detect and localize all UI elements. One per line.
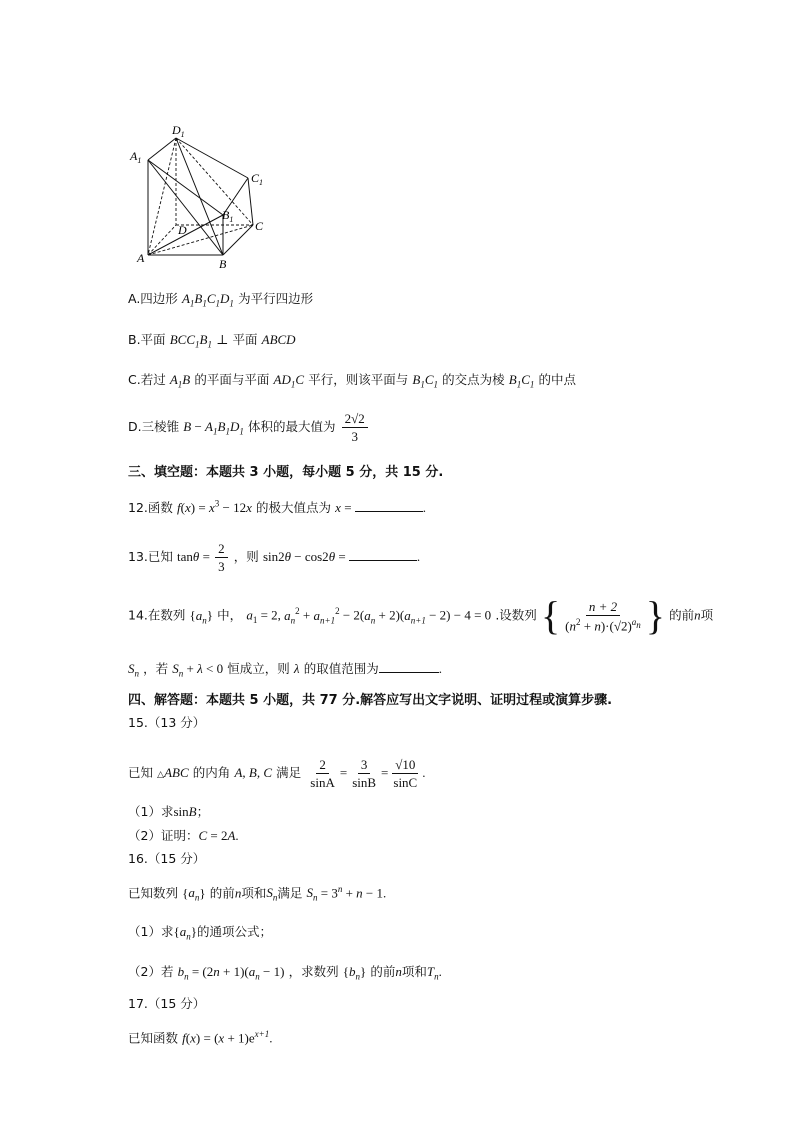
label-a: A — [137, 251, 145, 265]
question-13: 13.已知 tanθ = $\frac{2}{3}$ ，则 sin2θ − cos2θ = . — [128, 541, 421, 574]
label-d: D — [178, 223, 187, 237]
section-3-title: 三、填空题：本题共 3 小题，每小题 5 分，共 15 分. — [128, 465, 444, 480]
edge-a1d1 — [148, 138, 176, 160]
edge-cc1 — [248, 178, 253, 225]
question-15-part2: （2）证明：C = 2A. — [128, 828, 239, 843]
question-15-part1: （1）求sinB； — [128, 804, 210, 819]
label-b1: $B_1$ — [222, 208, 234, 224]
edge-ac — [148, 225, 253, 255]
answer-blank-12 — [355, 499, 423, 512]
question-16-part2: （2）若 $b_n = (2n + 1)(a_n - 1)$ ，求数列 $\{b_n\}$ 的前n项和$T_n$. — [128, 964, 442, 982]
question-16-part1: （1）求$\{a_n\}$的通项公式； — [128, 924, 272, 942]
question-14-line2: $S_n$ ，若 $S_n + \lambda < 0$ 恒成立，则 λ 的取值范围为 . — [128, 661, 442, 679]
label-c: C — [255, 219, 264, 233]
label-c1: $C_1$ — [251, 171, 264, 187]
prism-figure — [128, 120, 278, 270]
question-15-stem: 已知 △ABC 的内角 A, B, C 满足 $\frac{2}{\sin A}$ = $\frac{3}{\sin B}$ = $\frac{√10}{\sin C}$ . — [128, 757, 426, 790]
edge-d1a — [148, 138, 176, 255]
question-16-header: 16.（15 分） — [128, 851, 206, 866]
option-b: B.平面 $BCC_1B_1$ ⊥ 平面 ABCD — [128, 332, 296, 350]
edge-ad — [148, 225, 176, 255]
question-15-header: 15.（13 分） — [128, 715, 206, 730]
edge-d1c1 — [176, 138, 248, 178]
answer-blank-13 — [349, 548, 417, 561]
option-c: C.若过 $A_1B$ 的平面与平面 $AD_1C$ 平行，则该平面与 $B_1C_1$ 的交点为棱 $B_1C_1$ 的中点 — [128, 372, 577, 390]
label-b: B — [219, 257, 227, 270]
question-16-stem: 已知数列 $\{a_n\}$ 的前n项和$S_n$满足 $S_n = 3^n + n - 1$. — [128, 884, 387, 903]
volume-fraction: $\frac{2√2}{3}$ — [342, 412, 368, 443]
question-17-header: 17.（15 分） — [128, 996, 206, 1011]
edge-bc — [223, 225, 253, 255]
label-d1: $D_1$ — [172, 123, 185, 139]
edge-d1b — [176, 138, 223, 255]
answer-blank-14 — [379, 660, 439, 673]
question-12: 12.函数 $f(x) = x^3 - 12x$ 的极大值点为 x = . — [128, 498, 427, 515]
option-d: D.三棱锥 $B - A_1B_1D_1$ 体积的最大值为 $\frac{2√2}{3}$ — [128, 412, 370, 443]
edge-d1c — [176, 138, 253, 225]
section-4-title: 四、解答题：本题共 5 小题，共 77 分.解答应写出文字说明、证明过程或演算步骤. — [128, 693, 613, 708]
prism-diagram — [128, 120, 278, 270]
option-a: A.四边形 $A_1B_1C_1D_1$ 为平行四边形 — [128, 291, 314, 309]
question-17-stem: 已知函数 $f(x) = (x + 1)e^{x+1}$. — [128, 1029, 273, 1046]
label-a1: $A_1$ — [130, 149, 142, 165]
question-14: 14.在数列 $\{a_n\}$ 中， $a_1 = 2$, $a_n^2 + a_{n+1}^2 - 2(a_n + 2)(a_{n+1} - 2) - 4 = 0$ .设数列 { $\frac{n + 2}{(n^2 + n)\cdot(√2)^{a_n}}$ } 的前n项 — [128, 593, 714, 638]
